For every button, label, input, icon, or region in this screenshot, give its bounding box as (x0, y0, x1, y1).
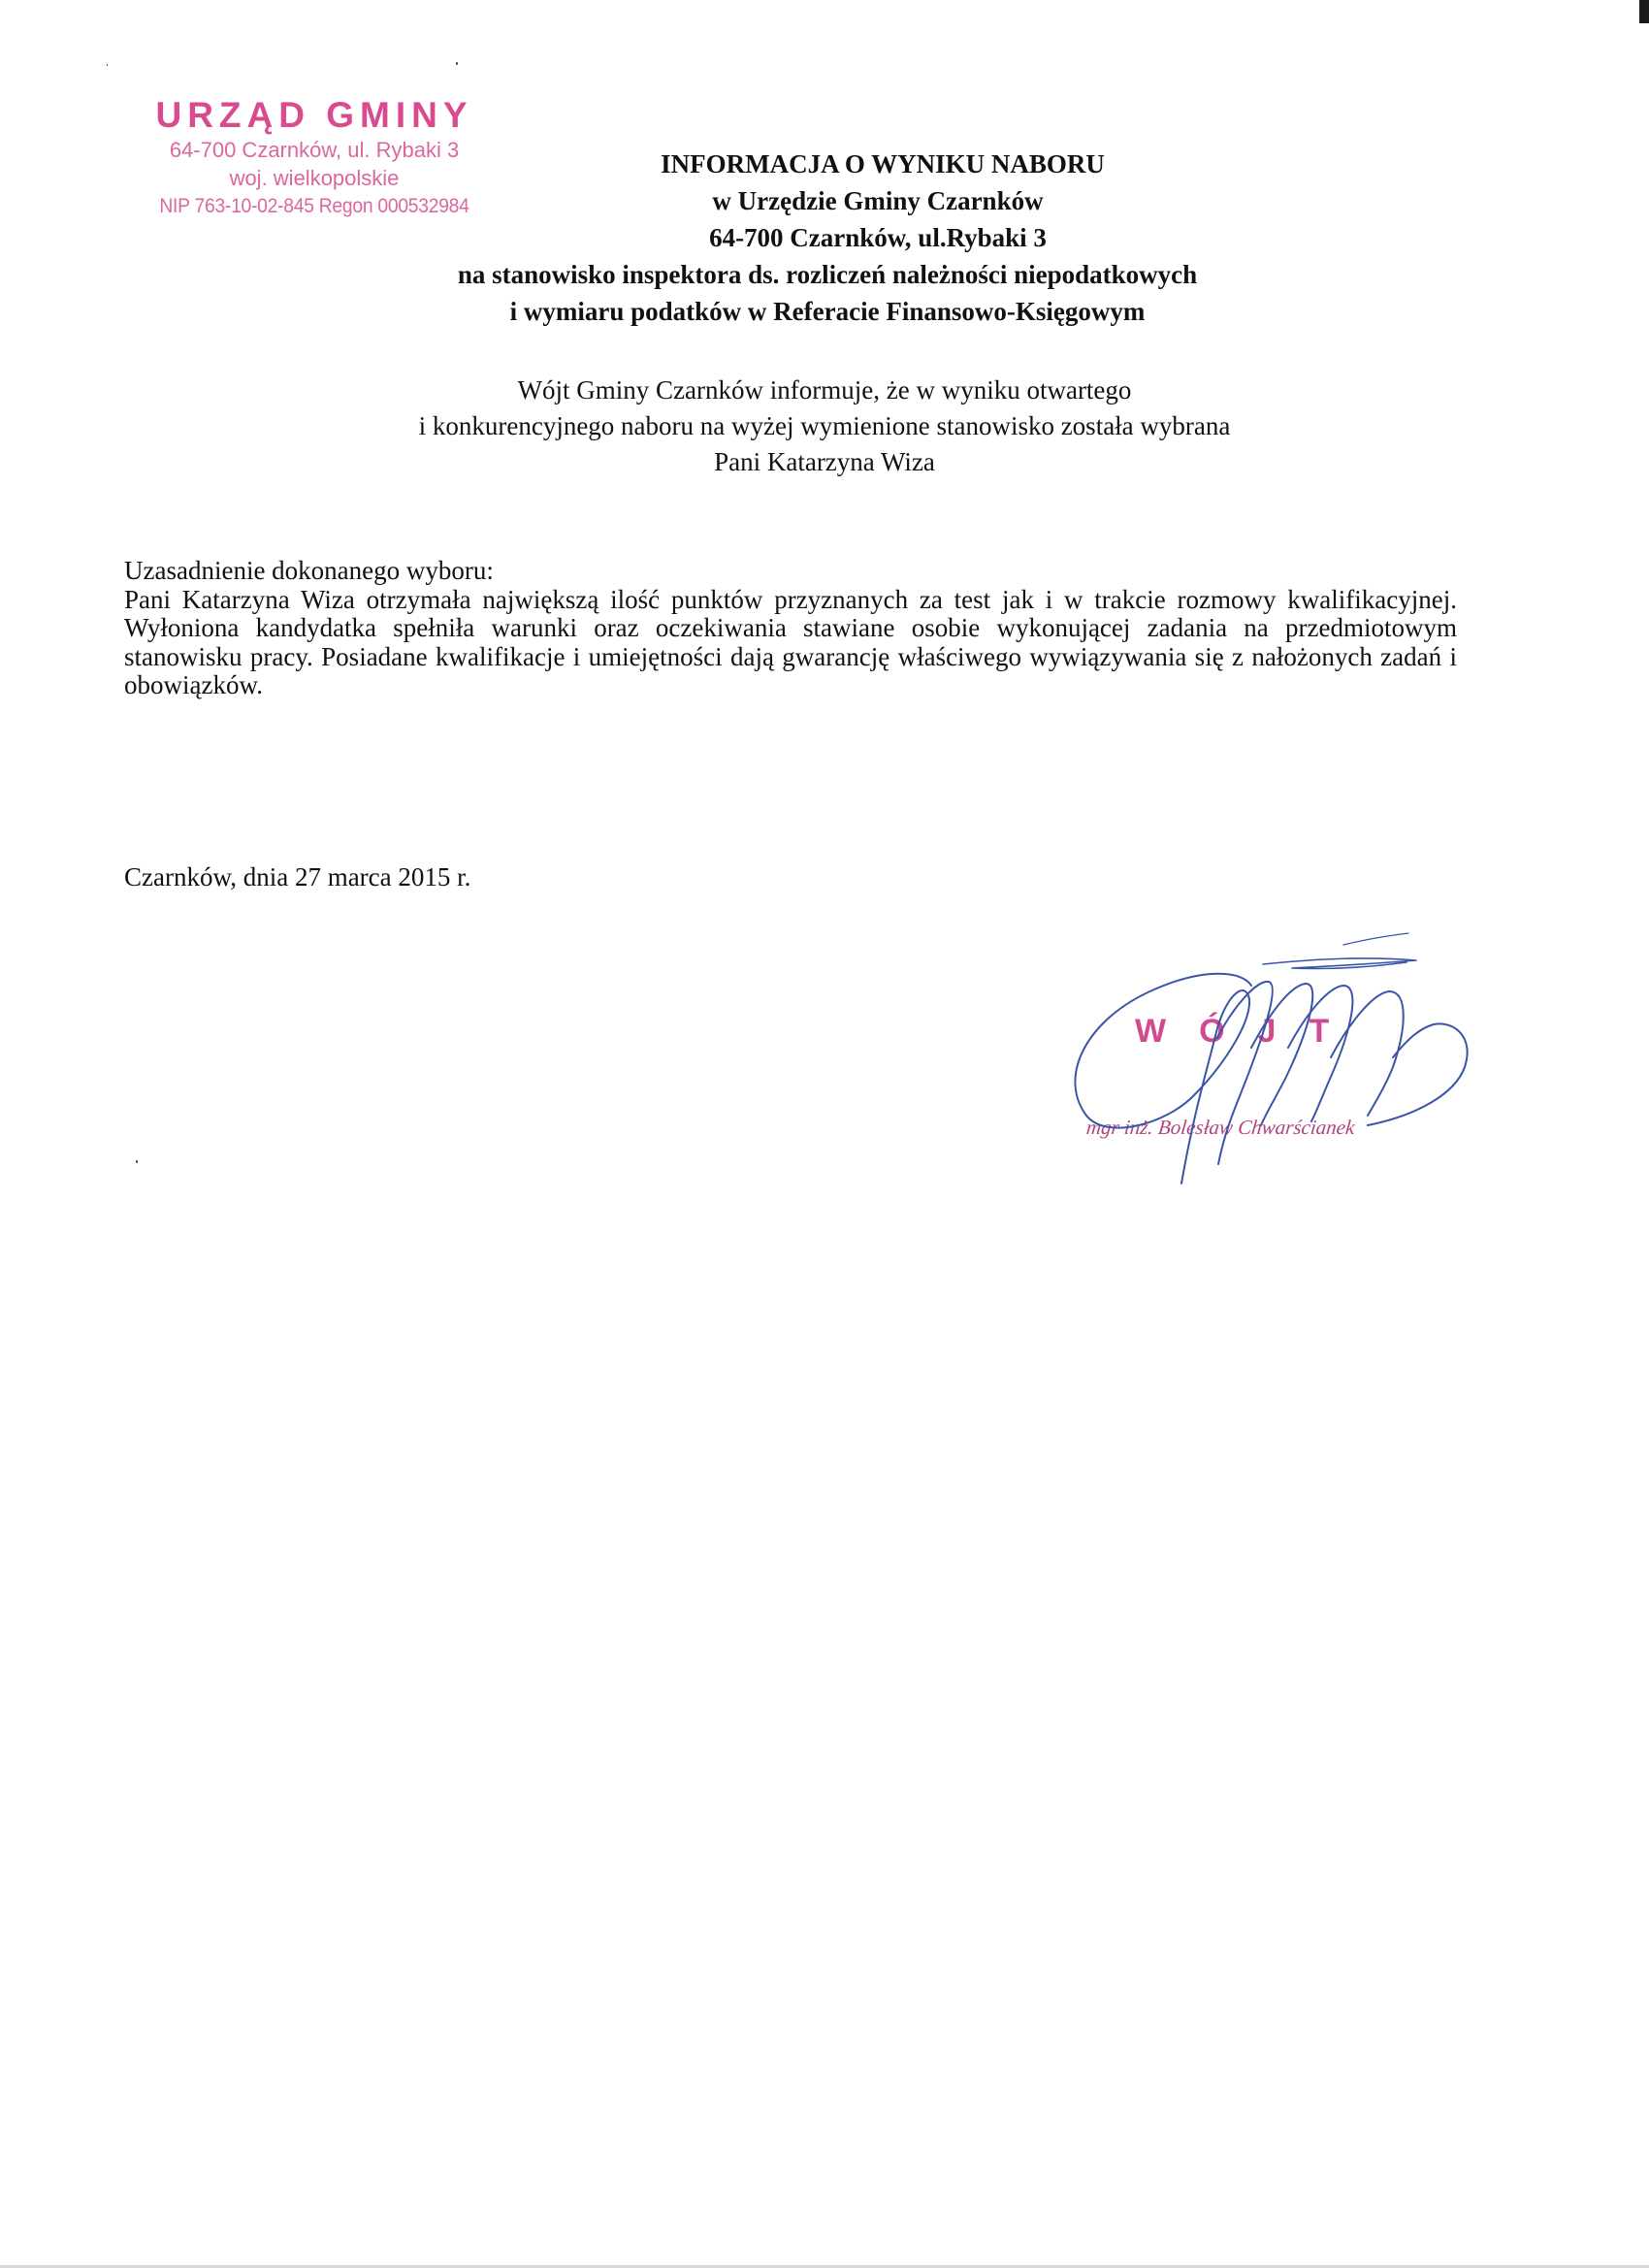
stamp-address: 64-700 Czarnków, ul. Rybaki 3 (169, 138, 460, 162)
stamp-title: URZĄD GMINY (155, 95, 473, 135)
position-line-2: i wymiaru podatków w Referacie Finansowo-Księgowym (509, 297, 1146, 326)
scan-speck (456, 62, 458, 65)
justification-heading: Uzasadnienie dokonanego wyboru: (124, 556, 494, 585)
stamp-region: woj. wielkopolskie (229, 166, 400, 190)
scan-speck (136, 1160, 138, 1163)
justification-body: Pani Katarzyna Wiza otrzymała największą ilość punktów przyznanych za test jak i w trakcie rozmowy kwalifikacyjnej. Wyłoniona kandydatka spełniła warunki oraz oczekiwania stawiane osobie wykonującej zadania na przedmiotowym stanowisku pracy. Posiadane kwalifikacje i umiejętności dają gwarancję właściwego wywiązywania się z nałożonych zadań i obowiązków. (124, 584, 1457, 699)
announcement-line-2: i konkurencyjnego naboru na wyżej wymienione stanowisko została wybrana (418, 411, 1231, 440)
place-and-date: Czarnków, dnia 27 marca 2015 r. (124, 862, 471, 891)
document-title: INFORMACJA O WYNIKU NABORU (661, 149, 1105, 178)
selected-candidate: Pani Katarzyna Wiza (714, 447, 935, 476)
signature-stamp-name: mgr inż. Bolesław Chwarścianek (1084, 1116, 1356, 1139)
office-address: 64-700 Czarnków, ul.Rybaki 3 (709, 223, 1047, 252)
scan-edge (1639, 0, 1649, 23)
handwritten-signature (1048, 931, 1513, 1203)
justification-section (124, 557, 1457, 700)
office-name: w Urzędzie Gminy Czarnków (712, 186, 1044, 215)
announcement-line-1: Wójt Gminy Czarnków informuje, że w wyniku otwartego (517, 375, 1132, 405)
position-line-1: na stanowisko inspektora ds. rozliczeń należności niepodatkowych (457, 260, 1198, 289)
announcement (0, 373, 1649, 480)
signature-stamp-title: WÓJT (1135, 1013, 1363, 1050)
document-header (0, 146, 1649, 330)
scan-speck (107, 64, 108, 66)
stamp-nip-regon: NIP 763-10-02-845 Regon 000532984 (159, 195, 469, 217)
